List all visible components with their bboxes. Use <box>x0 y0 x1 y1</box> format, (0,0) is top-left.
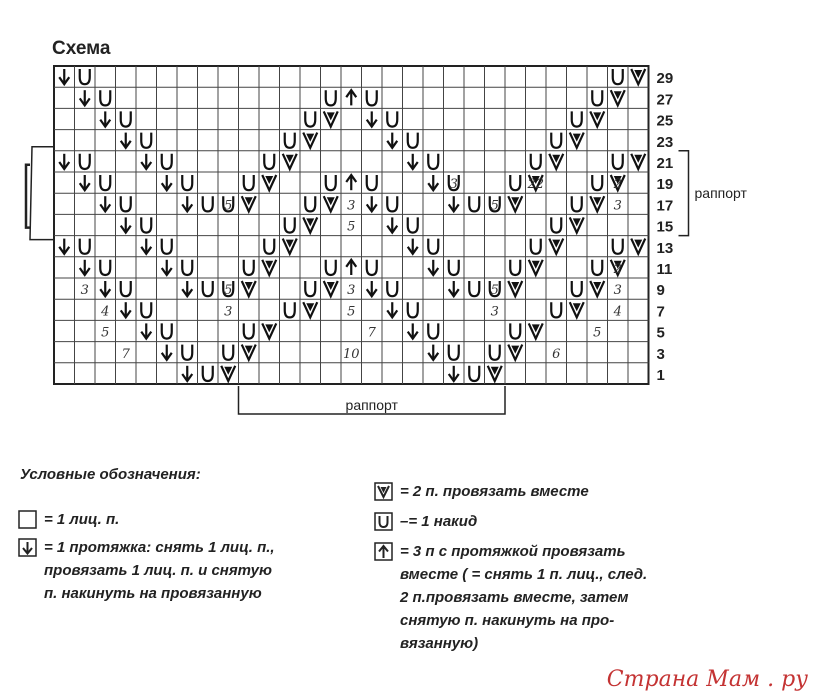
handwritten-note: 2 <box>613 177 622 193</box>
handwritten-note: 3 <box>80 283 89 299</box>
rapport-label-side: раппорт <box>694 185 747 202</box>
handwritten-note: 3 <box>347 198 356 214</box>
row-number: 11 <box>656 261 673 278</box>
handwritten-note: 3 <box>490 304 499 320</box>
legend-knit-text: = 1 лиц. п. <box>44 511 120 528</box>
handwritten-note: 3 <box>613 198 622 214</box>
legend-pull-text-2: провязать 1 лиц. п. и снятую <box>44 562 272 579</box>
rapport-bracket-left-mark <box>26 165 30 228</box>
row-number: 23 <box>656 133 674 151</box>
handwritten-note: 2 <box>613 262 622 277</box>
legend-item-yo <box>374 510 734 533</box>
chart-title: Схема <box>52 38 111 59</box>
rapport-bracket-left <box>30 147 54 240</box>
legend-pull-text-3: п. накинуть на провязанную <box>44 585 262 602</box>
handwritten-note: 3 <box>347 283 356 299</box>
row-number: 27 <box>656 91 674 109</box>
legend-cdd-text-3: 2 п.провязать вместе, затем <box>400 589 629 606</box>
cdd-icon <box>374 542 394 562</box>
handwritten-note: 3 <box>449 177 458 193</box>
row-number: 25 <box>656 112 674 130</box>
handwritten-note: 5 <box>347 304 356 320</box>
row-number: 13 <box>656 239 674 257</box>
yarn-over-icon <box>374 512 394 532</box>
row-number: 29 <box>656 70 674 88</box>
legend-item-pull <box>18 536 358 605</box>
legend-title: Условные обозначения: <box>20 466 201 483</box>
handwritten-note: 4 <box>613 304 622 320</box>
legend-item-knit <box>18 508 358 531</box>
row-number: 21 <box>656 155 674 172</box>
handwritten-note: 5 <box>347 219 356 235</box>
handwritten-note: 6 <box>552 346 561 362</box>
pull-stitch-icon <box>18 538 38 558</box>
legend-yo-text: –= 1 накид <box>400 513 478 530</box>
legend-item-k2tog <box>374 480 734 503</box>
handwritten-note: 3 <box>224 304 233 320</box>
handwritten-note: 5 <box>224 283 233 299</box>
rapport-bracket-side <box>679 151 689 236</box>
row-number: 3 <box>656 345 665 363</box>
legend-cdd-text-5: вязанную) <box>400 635 479 652</box>
knit-stitch-icon <box>18 510 38 530</box>
handwritten-note: 5 <box>490 283 499 299</box>
rapport-label-bottom: раппорт <box>345 397 398 413</box>
handwritten-note: 4 <box>101 304 110 320</box>
legend-cdd-text-1: = 3 п с протяжкой провязать <box>400 543 626 560</box>
row-number: 7 <box>656 303 665 321</box>
watermark-logo: Страна Мам . ру <box>606 667 808 692</box>
row-number: 1 <box>656 367 665 384</box>
handwritten-note: 5 <box>224 198 233 214</box>
legend-item-cdd <box>374 540 734 655</box>
handwritten-note: 5 <box>593 325 602 341</box>
legend-pull-text-1: = 1 протяжка: снять 1 лиц. п., <box>44 539 275 556</box>
k2tog-icon <box>374 482 394 502</box>
handwritten-note: 7 <box>367 325 376 341</box>
legend-k2tog-text: = 2 п. провязать вместе <box>400 483 589 500</box>
handwritten-note: 5 <box>490 198 499 214</box>
row-number: 19 <box>656 176 674 194</box>
legend-cdd-text-4: снятую п. накинуть на про- <box>400 612 615 629</box>
handwritten-note: 10 <box>342 346 360 362</box>
row-number: 5 <box>656 324 665 342</box>
legend-cdd-text-2: вместе ( = снять 1 п. лиц., след. <box>400 566 648 583</box>
handwritten-note: 5 <box>101 325 110 341</box>
row-number: 17 <box>656 197 674 215</box>
row-number: 15 <box>656 218 674 236</box>
handwritten-note: 22 <box>527 177 545 193</box>
handwritten-note: 7 <box>121 346 130 362</box>
row-number: 9 <box>656 282 665 300</box>
handwritten-note: 3 <box>613 283 622 299</box>
